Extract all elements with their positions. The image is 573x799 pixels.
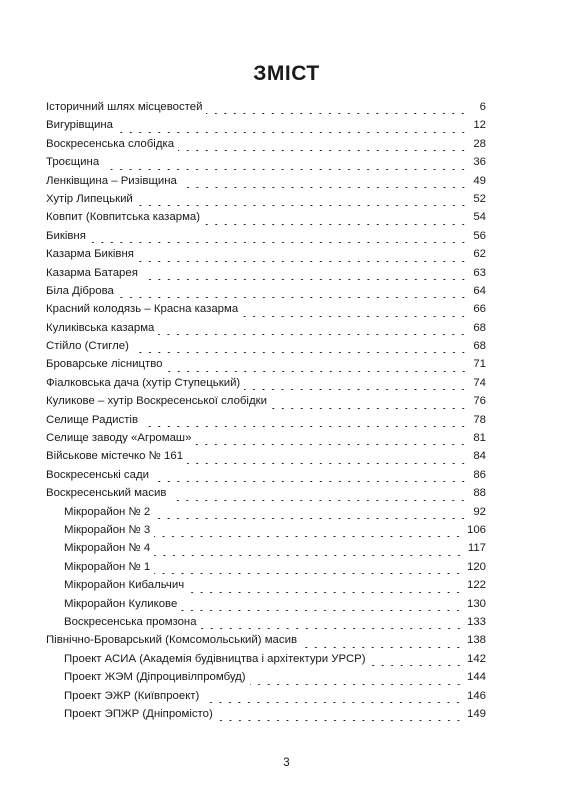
- table-of-contents: [46, 101, 486, 726]
- toc-entry-page: 12: [473, 119, 486, 132]
- dot-leader: [117, 132, 468, 133]
- dot-leader: [142, 426, 468, 427]
- toc-entry-page: 6: [479, 101, 486, 113]
- page-number: 3: [283, 757, 290, 769]
- toc-subentry: [46, 690, 486, 708]
- toc-entry: [46, 175, 486, 193]
- toc-entry-page: 28: [473, 137, 486, 150]
- toc-entry-page: 120: [466, 560, 486, 573]
- toc-subentry: [46, 653, 486, 671]
- toc-entry-title: Селище Радистів: [46, 413, 138, 426]
- dot-leader: [170, 500, 468, 501]
- toc-entry-title: Селище заводу «Агромаш»: [46, 432, 192, 445]
- toc-entry-title: Броварське лісництво: [46, 358, 163, 371]
- toc-entry-page: 92: [473, 505, 486, 518]
- toc-entry-page: 74: [473, 376, 486, 389]
- dot-leader: [203, 702, 463, 703]
- toc-entry-page: 84: [473, 450, 486, 463]
- dot-leader: [370, 665, 463, 666]
- toc-entry-page: 130: [466, 597, 486, 610]
- toc-entry-page: 36: [473, 156, 486, 169]
- toc-entry: [46, 267, 486, 285]
- toc-entry-page: 68: [473, 340, 486, 353]
- toc-entry: [46, 211, 486, 229]
- toc-entry: [46, 193, 486, 211]
- toc-entry: [46, 322, 486, 340]
- toc-entry: [46, 119, 486, 137]
- toc-entry-title: Ленківщина – Ризівщина: [46, 174, 177, 187]
- dot-leader: [158, 334, 468, 335]
- toc-entry: [46, 340, 486, 358]
- toc-entry: [46, 487, 486, 505]
- toc-entry: [46, 469, 486, 487]
- dot-leader: [242, 316, 468, 317]
- toc-entry-page: 49: [473, 174, 486, 187]
- dot-leader: [204, 224, 468, 225]
- dot-leader: [167, 371, 468, 372]
- toc-entry: [46, 138, 486, 156]
- toc-entry-page: 66: [473, 303, 486, 316]
- toc-entry-page: 142: [466, 652, 486, 665]
- toc-entry: [46, 303, 486, 321]
- toc-entry: [46, 432, 486, 450]
- toc-entry-title: Мікрорайон Куликове: [64, 597, 178, 610]
- toc-entry: [46, 248, 486, 266]
- toc-subentry: [46, 708, 486, 726]
- toc-subentry: [46, 671, 486, 689]
- toc-entry-title: Стійло (Стигле): [46, 340, 129, 353]
- toc-entry-title: Мікрорайон Кибальчич: [64, 579, 185, 592]
- dot-leader: [181, 610, 463, 611]
- toc-entry-title: Історичний шлях місцевостей: [46, 101, 203, 113]
- dot-leader: [271, 408, 468, 409]
- toc-entry: [46, 634, 486, 652]
- toc-subentry: [46, 506, 486, 524]
- toc-subentry: [46, 542, 486, 560]
- dot-leader: [153, 481, 468, 482]
- toc-entry-title: Проект ЭЖР (Київпроект): [64, 689, 200, 702]
- toc-entry-title: Біла Діброва: [46, 284, 114, 297]
- toc-entry-title: Проект АСИА (Академія будівництва і архітектури УРСР): [64, 652, 366, 665]
- dot-leader: [188, 592, 463, 593]
- toc-entry-title: Куликівська казарма: [46, 321, 155, 334]
- toc-entry-title: Куликове – хутір Воскресенської слобідки: [46, 395, 267, 408]
- dot-leader: [181, 187, 468, 188]
- toc-entry-page: 144: [466, 671, 486, 684]
- dot-leader: [244, 389, 468, 390]
- toc-entry-title: Воскресенські сади: [46, 468, 149, 481]
- toc-entry-title: Вигурівщина: [46, 119, 113, 132]
- dot-leader: [154, 555, 464, 556]
- toc-entry-title: Мікрорайон № 3: [64, 523, 151, 536]
- toc-entry-page: 138: [466, 634, 486, 647]
- toc-entry-title: Мікрорайон № 4: [64, 542, 151, 555]
- dot-leader: [138, 261, 468, 262]
- dot-leader: [217, 720, 463, 721]
- toc-entry-page: 149: [466, 707, 486, 720]
- dot-leader: [103, 169, 468, 170]
- toc-entry-title: Хутір Липецький: [46, 192, 133, 205]
- dot-leader: [118, 297, 468, 298]
- toc-entry: [46, 414, 486, 432]
- toc-entry-page: 56: [473, 229, 486, 242]
- toc-entry-title: Троєщина: [46, 156, 100, 169]
- dot-leader: [154, 536, 463, 537]
- dot-leader: [201, 628, 463, 629]
- toc-entry-title: Биківня: [46, 229, 86, 242]
- dot-leader: [154, 518, 468, 519]
- toc-entry-title: Казарма Биківня: [46, 248, 134, 261]
- dot-leader: [133, 352, 468, 353]
- toc-entry: [46, 450, 486, 468]
- dot-leader: [206, 113, 468, 114]
- toc-entry-title: Красний колодязь – Красна казарма: [46, 303, 239, 316]
- toc-subentry: [46, 598, 486, 616]
- toc-entry-page: 62: [473, 248, 486, 261]
- toc-entry-page: 133: [466, 615, 486, 628]
- toc-entry-page: 88: [473, 487, 486, 500]
- dot-leader: [187, 463, 468, 464]
- toc-entry-page: 64: [473, 284, 486, 297]
- toc-entry-title: Воскресенський масив: [46, 487, 167, 500]
- dot-leader: [142, 279, 468, 280]
- toc-subentry: [46, 616, 486, 634]
- toc-entry-title: Казарма Батарея: [46, 266, 138, 279]
- toc-entry-title: Фіалковська дача (хутір Ступецький): [46, 376, 241, 389]
- toc-entry-title: Військове містечко № 161: [46, 450, 184, 463]
- toc-entry-title: Північно-Броварський (Комсомольський) масив: [46, 634, 298, 647]
- toc-subentry: [46, 561, 486, 579]
- toc-subentry: [46, 524, 486, 542]
- dot-leader: [154, 573, 463, 574]
- toc-entry-page: 146: [466, 689, 486, 702]
- toc-entry: [46, 377, 486, 395]
- dot-leader: [195, 444, 468, 445]
- toc-subentry: [46, 579, 486, 597]
- toc-entry: [46, 285, 486, 303]
- dot-leader: [90, 242, 468, 243]
- toc-entry-title: Проект ЭПЖР (Дніпромісто): [64, 707, 213, 720]
- toc-entry: [46, 101, 486, 119]
- toc-entry: [46, 358, 486, 376]
- page-title: ЗМІСТ: [253, 62, 320, 85]
- toc-entry-page: 71: [473, 358, 486, 371]
- toc-entry-title: Воскресенська промзона: [64, 615, 197, 628]
- dot-leader: [137, 205, 468, 206]
- dot-leader: [250, 684, 463, 685]
- toc-entry-title: Ковпит (Ковпитська казарма): [46, 211, 201, 224]
- toc-entry: [46, 156, 486, 174]
- toc-entry-page: 76: [473, 395, 486, 408]
- toc-entry-page: 86: [473, 468, 486, 481]
- toc-entry-page: 81: [473, 432, 486, 445]
- toc-entry-title: Мікрорайон № 1: [64, 560, 151, 573]
- toc-entry-page: 63: [473, 266, 486, 279]
- toc-entry-title: Мікрорайон № 2: [64, 505, 151, 518]
- toc-entry: [46, 230, 486, 248]
- toc-entry-page: 117: [467, 542, 486, 555]
- dot-leader: [178, 150, 468, 151]
- toc-entry-page: 68: [473, 321, 486, 334]
- toc-entry: [46, 395, 486, 413]
- toc-entry-title: Воскресенська слобідка: [46, 137, 175, 150]
- toc-entry-page: 106: [466, 523, 486, 536]
- toc-entry-title: Проект ЖЭМ (Діпроцивілпромбуд): [64, 671, 246, 684]
- toc-entry-page: 122: [466, 579, 486, 592]
- toc-entry-page: 78: [473, 413, 486, 426]
- toc-entry-page: 52: [473, 192, 486, 205]
- toc-entry-page: 54: [473, 211, 486, 224]
- dot-leader: [301, 647, 463, 648]
